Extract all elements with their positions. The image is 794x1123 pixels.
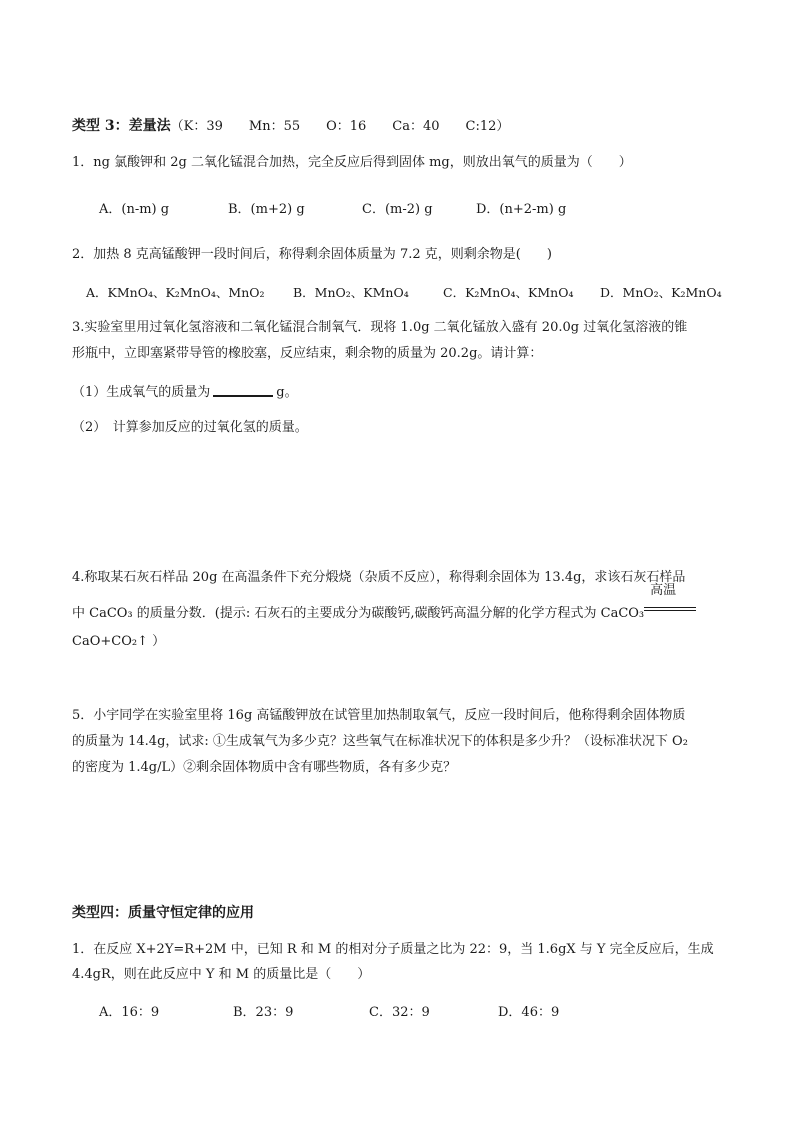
question-1-stem: 1．ng 氯酸钾和 2g 二氧化锰混合加热，完全反应后得到固体 mg，则放出氧气的质量为（ ） — [72, 155, 632, 170]
reaction-condition: 高温 — [650, 583, 677, 598]
option-c: C．K₂MnO₄、KMnO₄ — [443, 285, 574, 300]
question-type4-1-line1: 1．在反应 X+2Y=R+2M 中，已知 R 和 M 的相对分子质量之比为 22：9，当 1.6gX 与 Y 完全反应后，生成 — [72, 942, 714, 957]
question-4-line3: CaO+CO₂↑ ） — [72, 634, 166, 649]
question-5-line3: 的密度为 1.4g/L）②剩余固体物质中含有哪些物质，各有多少克？ — [72, 760, 457, 775]
question-4-line1: 4.称取某石灰石样品 20g 在高温条件下充分煅烧（杂质不反应），称得剩余固体为 13.4g，求该石灰石样品 — [72, 570, 686, 585]
section-heading-type3 — [72, 118, 509, 135]
option-c: C．32：9 — [369, 1005, 430, 1020]
question-4-line2 — [72, 583, 696, 622]
option-c: C．(m-2) g — [362, 202, 433, 217]
sub1-unit: g。 — [276, 385, 298, 400]
question-5-line1: 5．小宇同学在实验室里将 16g 高锰酸钾放在试管里加热制取氧气，反应一段时间后，他称得剩余固体物质 — [72, 708, 686, 723]
answer-blank — [213, 383, 273, 397]
atomic-masses: （K：39 Mn：55 O：16 Ca：40 C:12） — [170, 119, 510, 134]
question-type4-1-line2: 4.4gR，则在此反应中 Y 和 M 的质量比是（ ） — [72, 967, 371, 982]
option-b: B．(m+2) g — [228, 202, 305, 217]
question-3-line2: 形瓶中，立即塞紧带导管的橡胶塞，反应结束，剩余物的质量为 20.2g。请计算： — [72, 346, 543, 361]
question-2-stem: 2．加热 8 克高锰酸钾一段时间后，称得剩余固体质量为 7.2 克，则剩余物是( ) — [72, 247, 552, 262]
section-title: 类型 3：差量法 — [72, 118, 171, 134]
option-d: D．46：9 — [498, 1005, 560, 1020]
reaction-arrow — [644, 583, 696, 617]
option-a: A．KMnO₄、K₂MnO₄、MnO₂ — [86, 285, 265, 300]
option-a: A．(n-m) g — [99, 202, 170, 217]
question-4-hint: 中 CaCO₃ 的质量分数．(提示: 石灰石的主要成分为碳酸钙,碳酸钙高温分解的化学方程式为 CaCO₃ — [72, 606, 645, 621]
question-3-sub1 — [72, 383, 298, 401]
option-b: B．MnO₂、KMnO₄ — [293, 285, 409, 300]
option-a: A．16：9 — [99, 1005, 160, 1020]
option-d: D．MnO₂、K₂MnO₄ — [600, 285, 722, 300]
sub1-text: （1）生成氧气的质量为 — [72, 385, 211, 400]
question-5-line2: 的质量为 14.4g，试求: ①生成氧气为多少克？这些氧气在标准状况下的体积是多少升？（设标准状况下 O₂ — [72, 734, 688, 749]
option-b: B．23：9 — [233, 1005, 294, 1020]
section-heading-type4: 类型四：质量守恒定律的应用 — [72, 905, 254, 921]
question-3-sub2: （2） 计算参加反应的过氧化氢的质量。 — [72, 420, 308, 435]
option-d: D．(n+2-m) g — [476, 202, 567, 217]
question-3-line1: 3.实验室里用过氧化氢溶液和二氧化锰混合制氧气．现将 1.0g 二氧化锰放入盛有 20.0g 过氧化氢溶液的锥 — [72, 320, 688, 335]
